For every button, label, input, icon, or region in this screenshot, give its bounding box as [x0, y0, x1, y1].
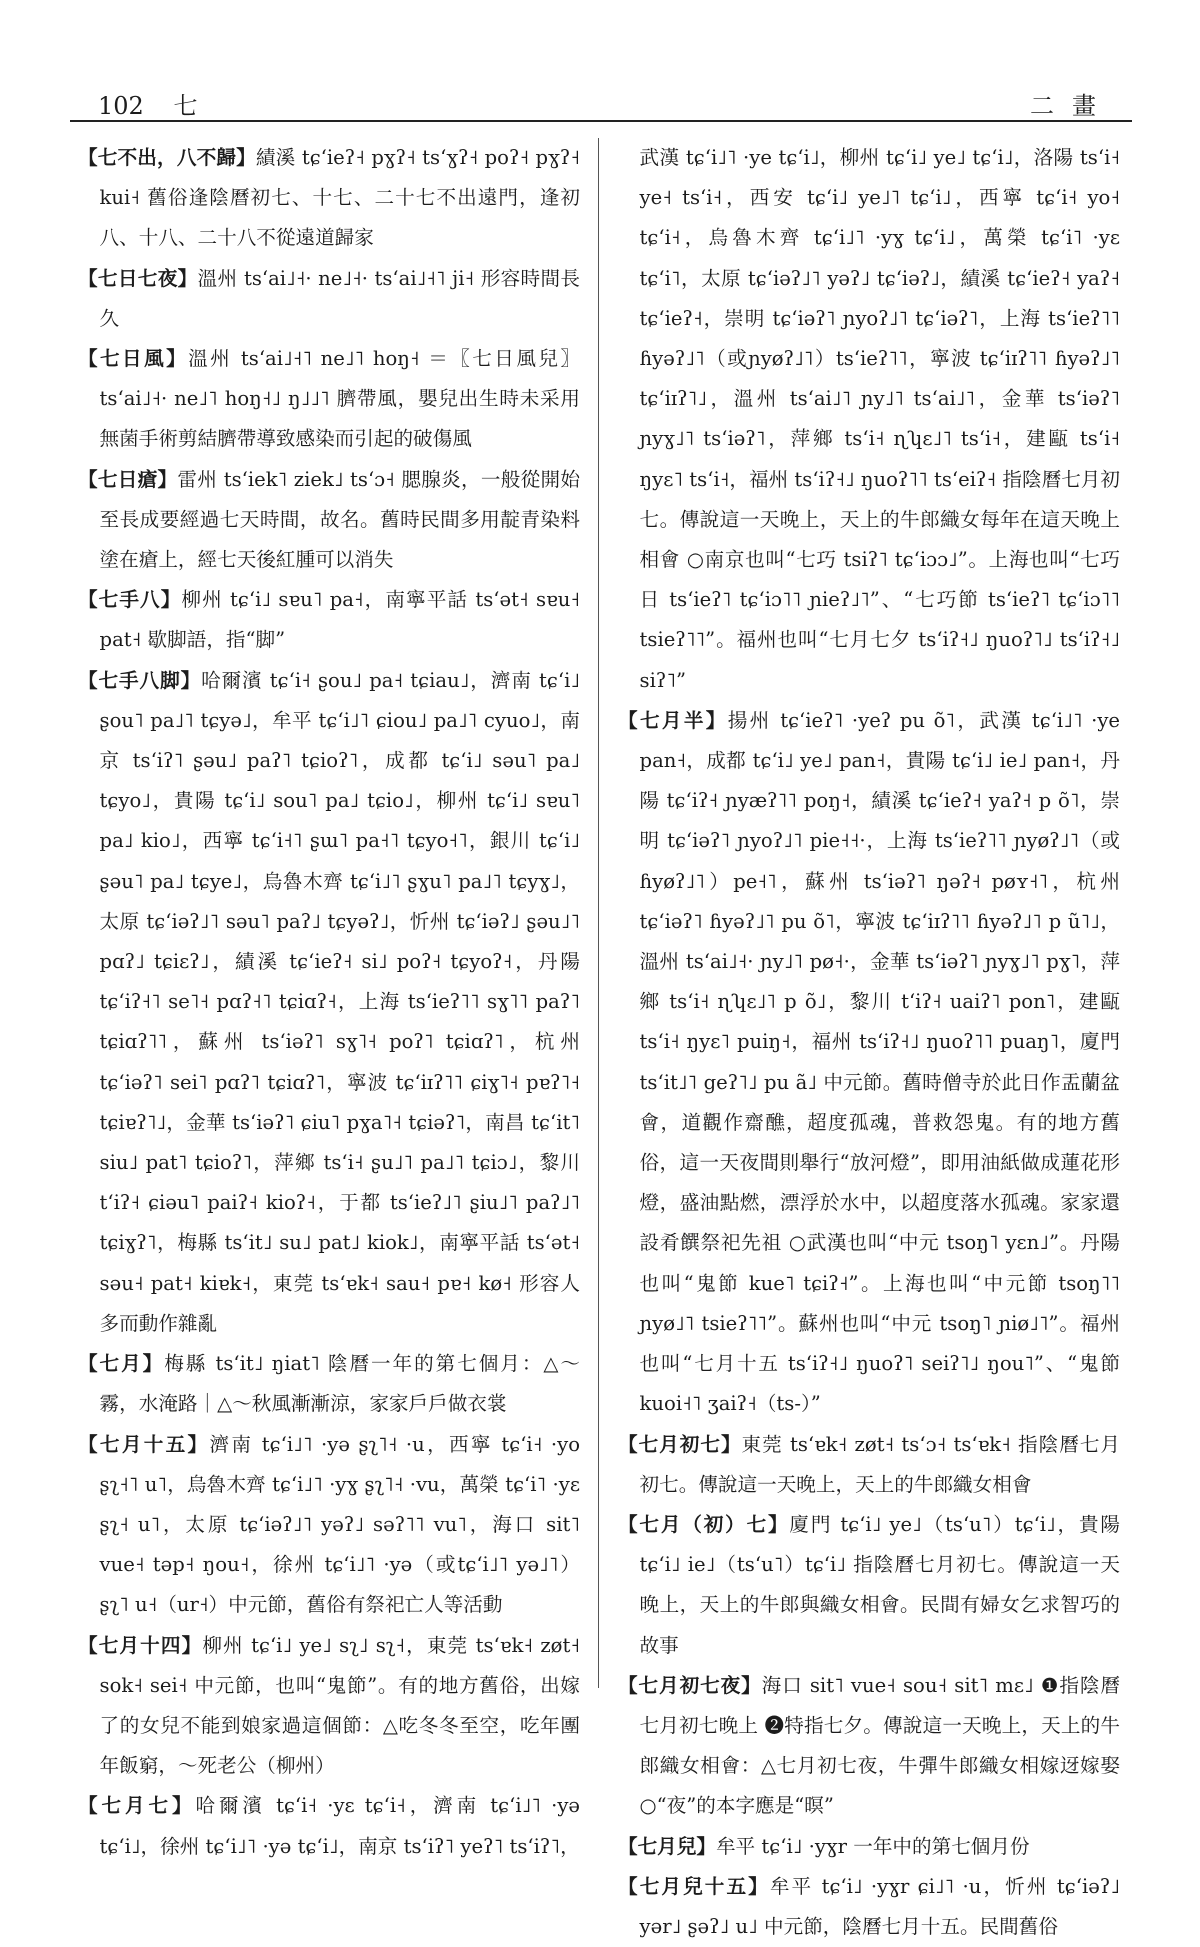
section-character: 七	[173, 92, 198, 120]
entry-body: 哈爾濱 tɕʻi˧ ʂou˩ pa˧ tɕiau˩，濟南 tɕʻi˩ ʂou˥ pa˩˥ tɕyə˩，牟平 tɕʻi˩˥ ɕiou˩ pa˩˥ cyuo˩，南京 tsʻiʔ˥ ʂəu˩ paʔ˥ tɕioʔ˥，成都 tɕʻi˩ səu˥ pa˩ tɕyo˩，貴陽 tɕʻi˩ sou˥ pa˩ tɕio˩，柳州 tɕʻi˩ sɐu˥ pa˩ kio˩，西寧 tɕʻi˧˥ ʂɯ˥ pa˧˥ tɕyo˧˥，銀川 tɕʻi˩ ʂəu˥ pa˩ tɕye˩，烏魯木齊 tɕʻi˩˥ ʂɣu˥ pa˩˥ tɕyɣ˩，太原 tɕʻiəʔ˩˥ səu˥ paʔ˩ tɕyəʔ˩，忻州 tɕʻiəʔ˩ ʂəu˩˥ pɑʔ˩ tɕiɛʔ˩，績溪 tɕʻieʔ˧ si˩ poʔ˧ tɕyoʔ˧，丹陽 tɕʻiʔ˧˥ se˥˧ pɑʔ˧˥ tɕiɑʔ˧，上海 tsʻieʔ˥˥ sɣ˥˥ paʔ˥ tɕiɑʔ˥˥，蘇州 tsʻiəʔ˥ sɣ˥˧ poʔ˥ tɕiɑʔ˥，杭州 tɕʻiəʔ˥ sei˥ pɑʔ˥ tɕiɑʔ˥，寧波 tɕʻiɪʔ˥˥ ɕiɣ˥˧ pɐʔ˥˧ tɕiɐʔ˥˩，金華 tsʻiəʔ˥ ɕiu˥ pɣa˥˧ tɕiəʔ˥，南昌 tɕʻit˥ siu˩ pat˥ tɕioʔ˥，萍鄉 tsʻi˧ ʂu˩˥ pa˩˥ tɕiɔ˩，黎川 tʻiʔ˧ ɕiəu˥ paiʔ˧ kioʔ˧，于都 tsʻieʔ˩˥ ʂiu˩˥ paʔ˩˥ tɕiɣʔ˥，梅縣 tsʻit˩ su˩ pat˩ kiok˩，南寧平話 tsʻət˧ səu˧ pat˧ kiɐk˧，東莞 tsʻɐk˧ sau˧ pɐ˧ kø˧ 形容人多而動作雜亂	[99, 668, 580, 1335]
entry-headword: 【七日七夜】	[78, 266, 198, 290]
entry-headword: 【七月兒】	[618, 1834, 716, 1858]
left-column	[78, 138, 581, 1858]
entry-body: 雷州 tsʻiek˥ ziek˩ tsʻɔ˧ 腮腺炎，一般從開始至長成要經過七天時間，故名。舊時民間多用靛青染料塗在瘡上，經七天後紅腫可以消失	[99, 467, 581, 572]
entry-body: 海口 sit˥ vue˧ sou˧ sit˥ mɛ˩ ❶指陰曆七月初七晚上 ❷特指七夕。傳說這一天晚上，天上的牛郎織女相會：△七月初七夜，牛彈牛郎織女相嫁迓嫁娶 ○“夜”的本字應是“暝”	[639, 1673, 1120, 1818]
dictionary-entry	[78, 1786, 580, 1866]
stroke-section-label: 二畫	[1030, 92, 1114, 120]
entry-headword: 【七月十四】	[78, 1633, 203, 1657]
dictionary-entry	[78, 661, 580, 1344]
entry-body: 牟平 tɕʻi˩ ·yɣr ɕi˩˥ ·u，忻州 tɕʻiəʔ˩ yər˩ ʂəʔ˩ u˩ 中元節，陰曆七月十五。民間舊俗	[639, 1874, 1120, 1938]
dictionary-entry	[618, 1425, 1120, 1505]
entry-body: 揚州 tɕʻieʔ˥ ·yeʔ pu õ˥，武漢 tɕʻi˩˥ ·ye pan˧，成都 tɕʻi˩ ye˩ pan˧，貴陽 tɕʻi˩ ie˩ pan˧，丹陽 tɕʻiʔ˧ ɲyæʔ˥˥ poŋ˧，績溪 tɕʻieʔ˧ yaʔ˧ p õ˥，崇明 tɕʻiəʔ˥ ɲyoʔ˩˥ pie˧˧·，上海 tsʻieʔ˥˥ ɲyøʔ˩˥（或ɦyøʔ˩˥）pe˧˥，蘇州 tsʻiəʔ˥ ŋəʔ˧ pøʏ˧˥，杭州 tɕʻiəʔ˥ ɦyəʔ˩˥ pu õ˥，寧波 tɕʻiɪʔ˥˥ ɦyəʔ˩˥ p ũ˥˩，溫州 tsʻai˩˧· ɲy˩˥ pø˧·，金華 tsʻiəʔ˥ ɲyɣ˩˥ pɣ˥，萍鄉 tsʻi˧ ɳʮɛ˩˥ p õ˩，黎川 tʻiʔ˧ uaiʔ˥ pon˥，建甌 tsʻi˧ ŋyɛ˥ puiŋ˧，福州 tsʻiʔ˧˩ ŋuoʔ˥˥ puaŋ˥，廈門 tsʻit˩˥ geʔ˥˩ pu ã˩ 中元節。舊時僧寺於此日作盂蘭盆會，道觀作齋醮，超度孤魂，普救怨鬼。有的地方舊俗，這一天夜間則舉行“放河燈”，即用油紙做成蓮花形燈，盛油點燃，漂浮於水中，以超度落水孤魂。家家還設肴饌祭祀先祖 ○武漢也叫“中元 tsoŋ˥ yɛn˩”。丹陽也叫“鬼節 kue˥ tɕiʔ˧”。上海也叫“中元節 tsoŋ˥˥ ɲyø˩˥ tsieʔ˥˥”。蘇州也叫“中元 tsoŋ˥ ɲiø˩˥”。福州也叫“七月十五 tsʻiʔ˧˩ ŋuoʔ˥ seiʔ˥˩ ŋou˥”、“鬼節 kuoi˧˥ ʒaiʔ˧（ts-）”	[639, 708, 1120, 1416]
entry-body: 溫州 tsʻai˩˧· ne˩˧· tsʻai˩˧˥ ji˧ 形容時間長久	[99, 266, 581, 330]
dictionary-entry	[618, 701, 1120, 1425]
page-header	[70, 72, 1132, 122]
right-column	[618, 138, 1121, 1938]
entry-body: 溫州 tsʻai˩˧˥ ne˩˥ hoŋ˧ ＝〖七日風兒〗 tsʻai˩˧· ne˩˥ hoŋ˧˩ ŋ˩˩˥ 臍帶風，嬰兒出生時未采用無菌手術剪結臍帶導致感染而引起的破傷風	[99, 347, 580, 451]
column-divider	[598, 138, 599, 1688]
entry-body: 柳州 tɕʻi˩ sɐu˥ pa˧，南寧平話 tsʻət˧ sɐu˧ pat˧ 歇脚語，指“脚”	[99, 588, 580, 652]
entry-headword: 【七日瘡】	[78, 467, 178, 491]
entry-body: 牟平 tɕʻi˩ ·yɣr 一年中的第七個月份	[715, 1834, 1030, 1858]
entry-continuation: 武漢 tɕʻi˩˥ ·ye tɕʻi˩，柳州 tɕʻi˩ ye˩ tɕʻi˩，洛陽 tsʻi˧ ye˧ tsʻi˧，西安 tɕʻi˩ ye˩˥ tɕʻi˩，西寧 tɕʻi˧ yo˧ tɕʻi˧，烏魯木齊 tɕʻi˩˥ ·yɣ tɕʻi˩，萬榮 tɕʻi˥ ·yɛ tɕʻi˥，太原 tɕʻiəʔ˩˥ yəʔ˩ tɕʻiəʔ˩，績溪 tɕʻieʔ˧ yaʔ˧ tɕʻieʔ˧，崇明 tɕʻiəʔ˥ ɲyoʔ˩˥ tɕʻiəʔ˥，上海 tsʻieʔ˥˥ ɦyəʔ˩˥（或ɲyøʔ˩˥）tsʻieʔ˥˥，寧波 tɕʻiɪʔ˥˥ ɦyəʔ˩˥ tɕʻiɪʔ˥˩，溫州 tsʻai˩˥ ɲy˩˥ tsʻai˩˥，金華 tsʻiəʔ˥ ɲyɣ˩˥ tsʻiəʔ˥，萍鄉 tsʻi˧ ɳʮɛ˩˥ tsʻi˧，建甌 tsʻi˧ ŋyɛ˥ tsʻi˧，福州 tsʻiʔ˧˩ ŋuoʔ˥˥ tsʻeiʔ˧ 指陰曆七月初七。傳說這一天晚上，天上的牛郎織女每年在這天晚上相會 ○南京也叫“七巧 tsiʔ˥ tɕʻiɔɔ˩”。上海也叫“七巧日 tsʻieʔ˥ tɕʻiɔ˥˥ ɲieʔ˩˥”、“七巧節 tsʻieʔ˥ tɕʻiɔ˥˥ tsieʔ˥˥”。福州也叫“七月七夕 tsʻiʔ˧˩ ŋuoʔ˥˩ tsʻiʔ˧˩ siʔ˥”	[639, 146, 1120, 692]
entry-headword: 【七手八脚】	[78, 668, 202, 692]
entry-headword: 【七月初七夜】	[618, 1673, 762, 1697]
dictionary-entry	[618, 1505, 1120, 1666]
page-number: 102	[98, 92, 144, 120]
entry-headword: 【七不出，八不歸】	[78, 146, 256, 169]
dictionary-entry	[78, 339, 580, 460]
dictionary-entry	[618, 1827, 1120, 1867]
entry-body: 濟南 tɕʻi˩˥ ·yə ʂʅ˥˧ ·u，西寧 tɕʻi˧ ·yo ʂʅ˧˥ u˥，烏魯木齊 tɕʻi˩˥ ·yɣ ʂʅ˥˧ ·vu，萬榮 tɕʻi˥ ·yɛ ʂʅ˧ u˥，太原 tɕʻiəʔ˩˥ yəʔ˩ səʔ˥˥ vu˥，海口 sit˥ vue˧ təp˧ ŋou˧，徐州 tɕʻi˩˥ ·yə（或tɕʻi˩˥ yə˩˥）ʂʅ˥ u˧（ur˧）中元節，舊俗有祭祀亡人等活動	[99, 1432, 580, 1617]
entry-headword: 【七月十五】	[78, 1432, 210, 1456]
dictionary-entry	[78, 1425, 580, 1626]
entry-body: 柳州 tɕʻi˩ ye˩ sʅ˩ sʅ˧，東莞 tsʻɐk˧ zøt˧ sok˧ sei˧ 中元節，也叫“鬼節”。有的地方舊俗，出嫁了的女兒不能到娘家過這個節：△吃冬冬至空，吃年團年飯窮，～死老公（柳州）	[99, 1633, 581, 1778]
entry-body: 梅縣 tsʻit˩ ŋiat˥ 陰曆一年的第七個月：△～霧，水淹路｜△～秋風漸漸涼，家家戶戶做衣裳	[99, 1352, 581, 1416]
entry-headword: 【七月（初）七】	[618, 1512, 790, 1536]
entry-headword: 【七手八】	[78, 588, 182, 612]
entry-headword: 【七月初七】	[618, 1432, 742, 1456]
dictionary-entry	[78, 259, 580, 339]
entry-body: 績溪 tɕʻieʔ˧ pɣʔ˧ tsʻɣʔ˧ poʔ˧ pɣʔ˧ kui˧ 舊俗逢陰曆初七、十七、二十七不出遠門，逢初八、十八、二十八不從遠道歸家	[99, 146, 580, 250]
dictionary-entry	[78, 1626, 580, 1787]
dictionary-entry	[78, 138, 580, 259]
entry-headword: 【七日風】	[78, 347, 189, 371]
entry-body: 東莞 tsʻɐk˧ zøt˧ tsʻɔ˧ tsʻɐk˧ 指陰曆七月初七。傳說這一天晚上，天上的牛郎織女相會	[639, 1432, 1121, 1496]
entry-headword: 【七月兒十五】	[618, 1874, 770, 1898]
page-header-left	[98, 86, 197, 121]
dictionary-entry	[618, 1867, 1120, 1947]
dictionary-entry	[78, 1344, 580, 1424]
entry-headword: 【七月七】	[78, 1794, 196, 1818]
dictionary-entry	[618, 1666, 1120, 1827]
dictionary-entry	[78, 460, 580, 581]
entry-headword: 【七月】	[78, 1352, 165, 1376]
entry-headword: 【七月半】	[618, 708, 728, 732]
entry-body: 廈門 tɕʻi˩ ye˩（tsʻu˥）tɕʻi˩，貴陽 tɕʻi˩ ie˩（tsʻu˥）tɕʻi˩ 指陰曆七月初七。傳說這一天晚上，天上的牛郎與織女相會。民間有婦女乞求智巧的故事	[639, 1512, 1121, 1657]
entry-body: 哈爾濱 tɕʻi˧ ·yɛ tɕʻi˧，濟南 tɕʻi˩˥ ·yə tɕʻi˩，徐州 tɕʻi˩˥ ·yə tɕʻi˩，南京 tsʻiʔ˥ yeʔ˥ tsʻiʔ˥，	[99, 1794, 580, 1858]
dictionary-entry	[78, 580, 580, 660]
